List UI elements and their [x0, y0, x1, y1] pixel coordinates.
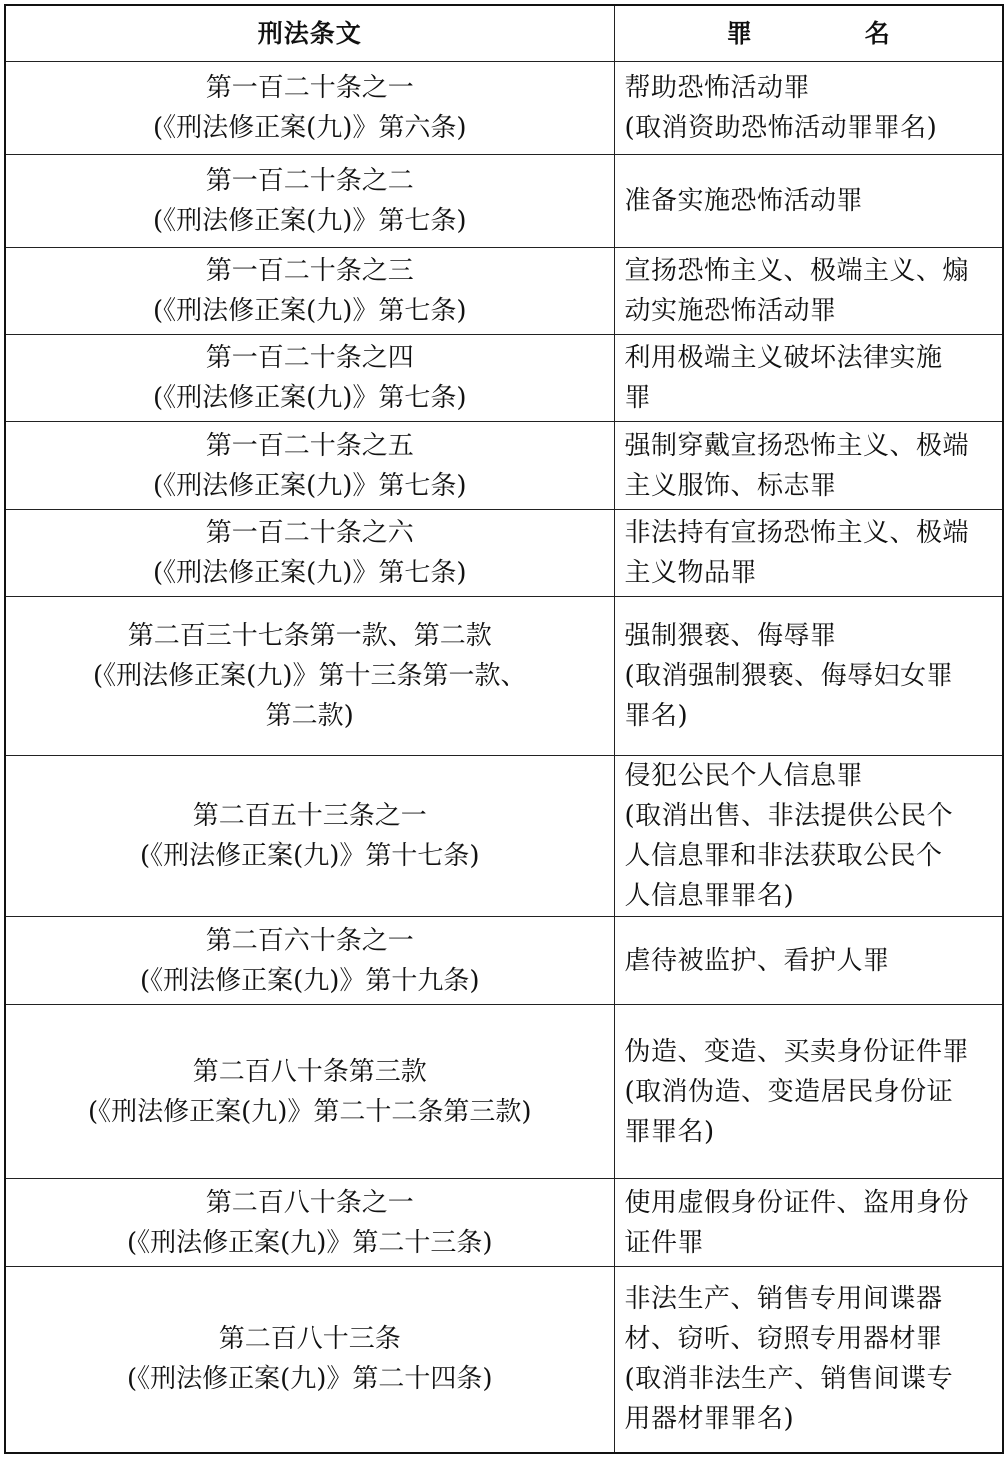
crime-name-line: 利用极端主义破坏法律实施 [624, 343, 943, 373]
crime-name-line: 用器材罪罪名) [624, 1404, 795, 1435]
header-crime-name: 罪 名 [614, 5, 1003, 62]
article-line: (《刑法修正案(九)》第十七条) [139, 841, 480, 871]
crime-name-line: 虐待被监护、看护人罪 [624, 945, 890, 976]
header-article: 刑法条文 [5, 5, 614, 62]
article-cell [5, 1267, 614, 1453]
crime-name-line: 准备实施恐怖活动罪 [624, 186, 864, 216]
table-row [5, 597, 1003, 756]
article-line: 第一百二十条之一 [205, 73, 414, 103]
article-cell [5, 917, 614, 1005]
crime-name-cell [614, 62, 1003, 155]
crime-name-cell [614, 1267, 1003, 1453]
crime-name-line: 主义物品罪 [624, 558, 758, 588]
crime-name-cell [614, 510, 1003, 597]
article-line: (《刑法修正案(九)》第六条) [152, 113, 467, 143]
article-line: 第二百八十条之一 [205, 1187, 414, 1218]
article-cell [5, 510, 614, 597]
crime-name-line: 人信息罪和非法获取公民个 [624, 841, 943, 871]
crime-name-cell [614, 248, 1003, 335]
table-row [5, 1005, 1003, 1179]
crime-name-line: 证件罪 [624, 1227, 705, 1258]
article-line: 第一百二十条之六 [205, 518, 414, 548]
article-cell [5, 597, 614, 756]
crime-name-line: 罪名) [624, 701, 689, 731]
crime-name-cell [614, 756, 1003, 917]
table-row [5, 1179, 1003, 1267]
table-body [5, 62, 1003, 1453]
article-line: (《刑法修正案(九)》第七条) [152, 206, 467, 236]
table-header-row [5, 5, 1003, 62]
table-row [5, 1267, 1003, 1453]
crime-name-line: (取消非法生产、销售间谍专 [624, 1364, 954, 1395]
article-cell [5, 422, 614, 510]
table-row [5, 422, 1003, 510]
crime-name-cell [614, 155, 1003, 248]
crime-name-line: (取消资助恐怖活动罪罪名) [624, 113, 938, 143]
article-line: 第二百六十条之一 [205, 925, 414, 956]
crime-name-line: 罪罪名) [624, 1116, 715, 1147]
article-line: (《刑法修正案(九)》第七条) [152, 383, 467, 413]
article-cell [5, 1005, 614, 1179]
table-row [5, 62, 1003, 155]
article-line: 第二百五十三条之一 [192, 801, 427, 831]
crime-name-line: (取消强制猥亵、侮辱妇女罪 [624, 661, 954, 691]
crime-name-line: 宣扬恐怖主义、极端主义、煽 [624, 256, 970, 286]
crime-name-line: 非法生产、销售专用间谍器 [624, 1284, 943, 1315]
crime-name-cell [614, 422, 1003, 510]
article-line: 第二百八十条第三款 [192, 1056, 427, 1087]
crime-name-table [4, 4, 1004, 1454]
article-line: (《刑法修正案(九)》第二十四条) [126, 1364, 493, 1395]
crime-name-line: 动实施恐怖活动罪 [624, 296, 837, 326]
crime-name-line: 罪 [624, 383, 652, 413]
article-line: (《刑法修正案(九)》第七条) [152, 296, 467, 326]
article-cell [5, 335, 614, 422]
crime-name-cell [614, 335, 1003, 422]
crime-name-line: 人信息罪罪名) [624, 881, 795, 911]
crime-name-line: 伪造、变造、买卖身份证件罪 [624, 1036, 970, 1067]
article-line: 第一百二十条之四 [205, 343, 414, 373]
article-cell [5, 1179, 614, 1267]
crime-name-line: (取消伪造、变造居民身份证 [624, 1076, 954, 1107]
crime-name-line: 强制猥亵、侮辱罪 [624, 621, 837, 651]
article-line: (《刑法修正案(九)》第二十二条第三款) [87, 1096, 532, 1127]
article-cell [5, 62, 614, 155]
table-row [5, 248, 1003, 335]
article-line: (《刑法修正案(九)》第十三条第一款、 [93, 661, 527, 691]
crime-name-line: 侵犯公民个人信息罪 [624, 761, 864, 791]
crime-name-line: (取消出售、非法提供公民个 [624, 801, 954, 831]
article-line: 第二百三十七条第一款、第二款 [127, 621, 492, 651]
crime-name-cell [614, 1005, 1003, 1179]
article-line: (《刑法修正案(九)》第二十三条) [126, 1227, 493, 1258]
article-line: 第一百二十条之五 [205, 430, 414, 461]
table-row [5, 917, 1003, 1005]
article-cell [5, 248, 614, 335]
article-line: (《刑法修正案(九)》第七条) [152, 558, 467, 588]
article-line: (《刑法修正案(九)》第十九条) [139, 965, 480, 996]
article-line: (《刑法修正案(九)》第七条) [152, 470, 467, 501]
table-row [5, 510, 1003, 597]
table-row [5, 155, 1003, 248]
article-line: 第一百二十条之三 [205, 256, 414, 286]
table-row [5, 756, 1003, 917]
crime-name-line: 主义服饰、标志罪 [624, 470, 837, 501]
article-line: 第二百八十三条 [218, 1324, 401, 1355]
crime-name-line: 材、窃听、窃照专用器材罪 [624, 1324, 943, 1355]
table-row [5, 335, 1003, 422]
crime-name-line: 强制穿戴宣扬恐怖主义、极端 [624, 430, 970, 461]
crime-name-line: 帮助恐怖活动罪 [624, 73, 811, 103]
crime-name-cell [614, 597, 1003, 756]
crime-name-cell [614, 1179, 1003, 1267]
article-line: 第二款) [265, 701, 354, 731]
crime-name-cell [614, 917, 1003, 1005]
article-cell [5, 756, 614, 917]
article-cell [5, 155, 614, 248]
article-line: 第一百二十条之二 [205, 166, 414, 196]
crime-name-line: 使用虚假身份证件、盗用身份 [624, 1187, 970, 1218]
crime-name-line: 非法持有宣扬恐怖主义、极端 [624, 518, 970, 548]
